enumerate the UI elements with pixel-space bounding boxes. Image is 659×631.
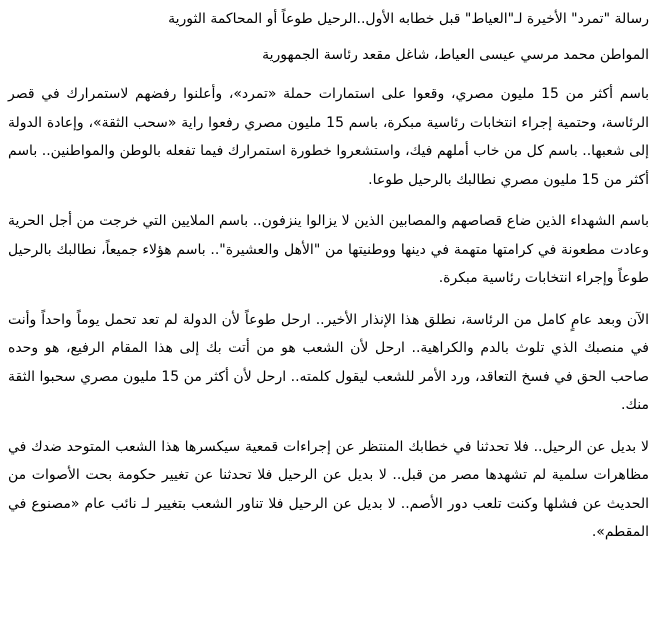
letter-addressee: المواطن محمد مرسي عيسى العياط، شاغل مقعد رئاسة الجمهورية [262, 47, 649, 63]
body-paragraph-1: باسم أكثر من 15 مليون مصري، وقعوا على استمارات حملة «تمرد»، وأعلنوا رفضهم لاستمرارك في قصر الرئاسة، وحتمية إجراء انتخابات رئاسية مبكرة، باسم 15 مليون مصري رفعوا راية «سحب الثقة»، وإعادة الدولة إلى شعبها.. باسم كل من خاب أملهم فيك، واستشعروا خطورة استمرارك فيما تفعله بالوطن والمواطنين.. باسم أكثر من 15 مليون مصري نطالبك بالرحيل طوعا. [8, 86, 650, 188]
article-title: رسالة "تمرد" الأخيرة لـ"العياط" قبل خطابه الأول..الرحيل طوعاً أو المحاكمة الثورية [168, 11, 649, 27]
body-paragraph-2: باسم الشهداء الذين ضاع قصاصهم والمصابين الذين لا يزالوا ينزفون.. باسم الملايين التي خرجت من أجل الحرية وعادت مطعونة في كرامتها متهمة في دينها ووطنيتها من "الأهل والعشيرة".. باسم هؤلاء جميعاً، نطالبك بالرحيل طوعاً وإجراء انتخابات رئاسية مبكرة. [8, 213, 649, 286]
body-paragraph-3: الآن وبعد عامٍ كامل من الرئاسة، نطلق هذا الإنذار الأخير.. ارحل طوعاً لأن الدولة لم تعد تحمل يوماً واحداً وأنت في منصبك الذي تلوث بالدم والكراهية.. ارحل لأن الشعب هو من أتت بك إلى هذا المقام الرفيع، هو وحده صاحب الحق في فسخ التعاقد، ورد الأمر للشعب ليقول كلمته.. ارحل لأن أكثر من 15 مليون مصري سحبوا الثقة منك. [8, 311, 650, 413]
body-paragraph-4: لا بديل عن الرحيل.. فلا تحدثنا في خطابك المنتظر عن إجراءات قمعية سيكسرها هذا الشعب المتوحد ضدك في مظاهرات سلمية لم تشهدها مصر من قبل.. لا بديل عن الرحيل فلا تحدثنا عن تغيير حكومة بحت الأصوات من الحديث عن فشلها وكنت تلعب دور الأصم.. لا بديل عن الرحيل فلا تناور الشعب بتغيير لـ نائب عام «مصنوع في المقطم». [8, 438, 649, 540]
